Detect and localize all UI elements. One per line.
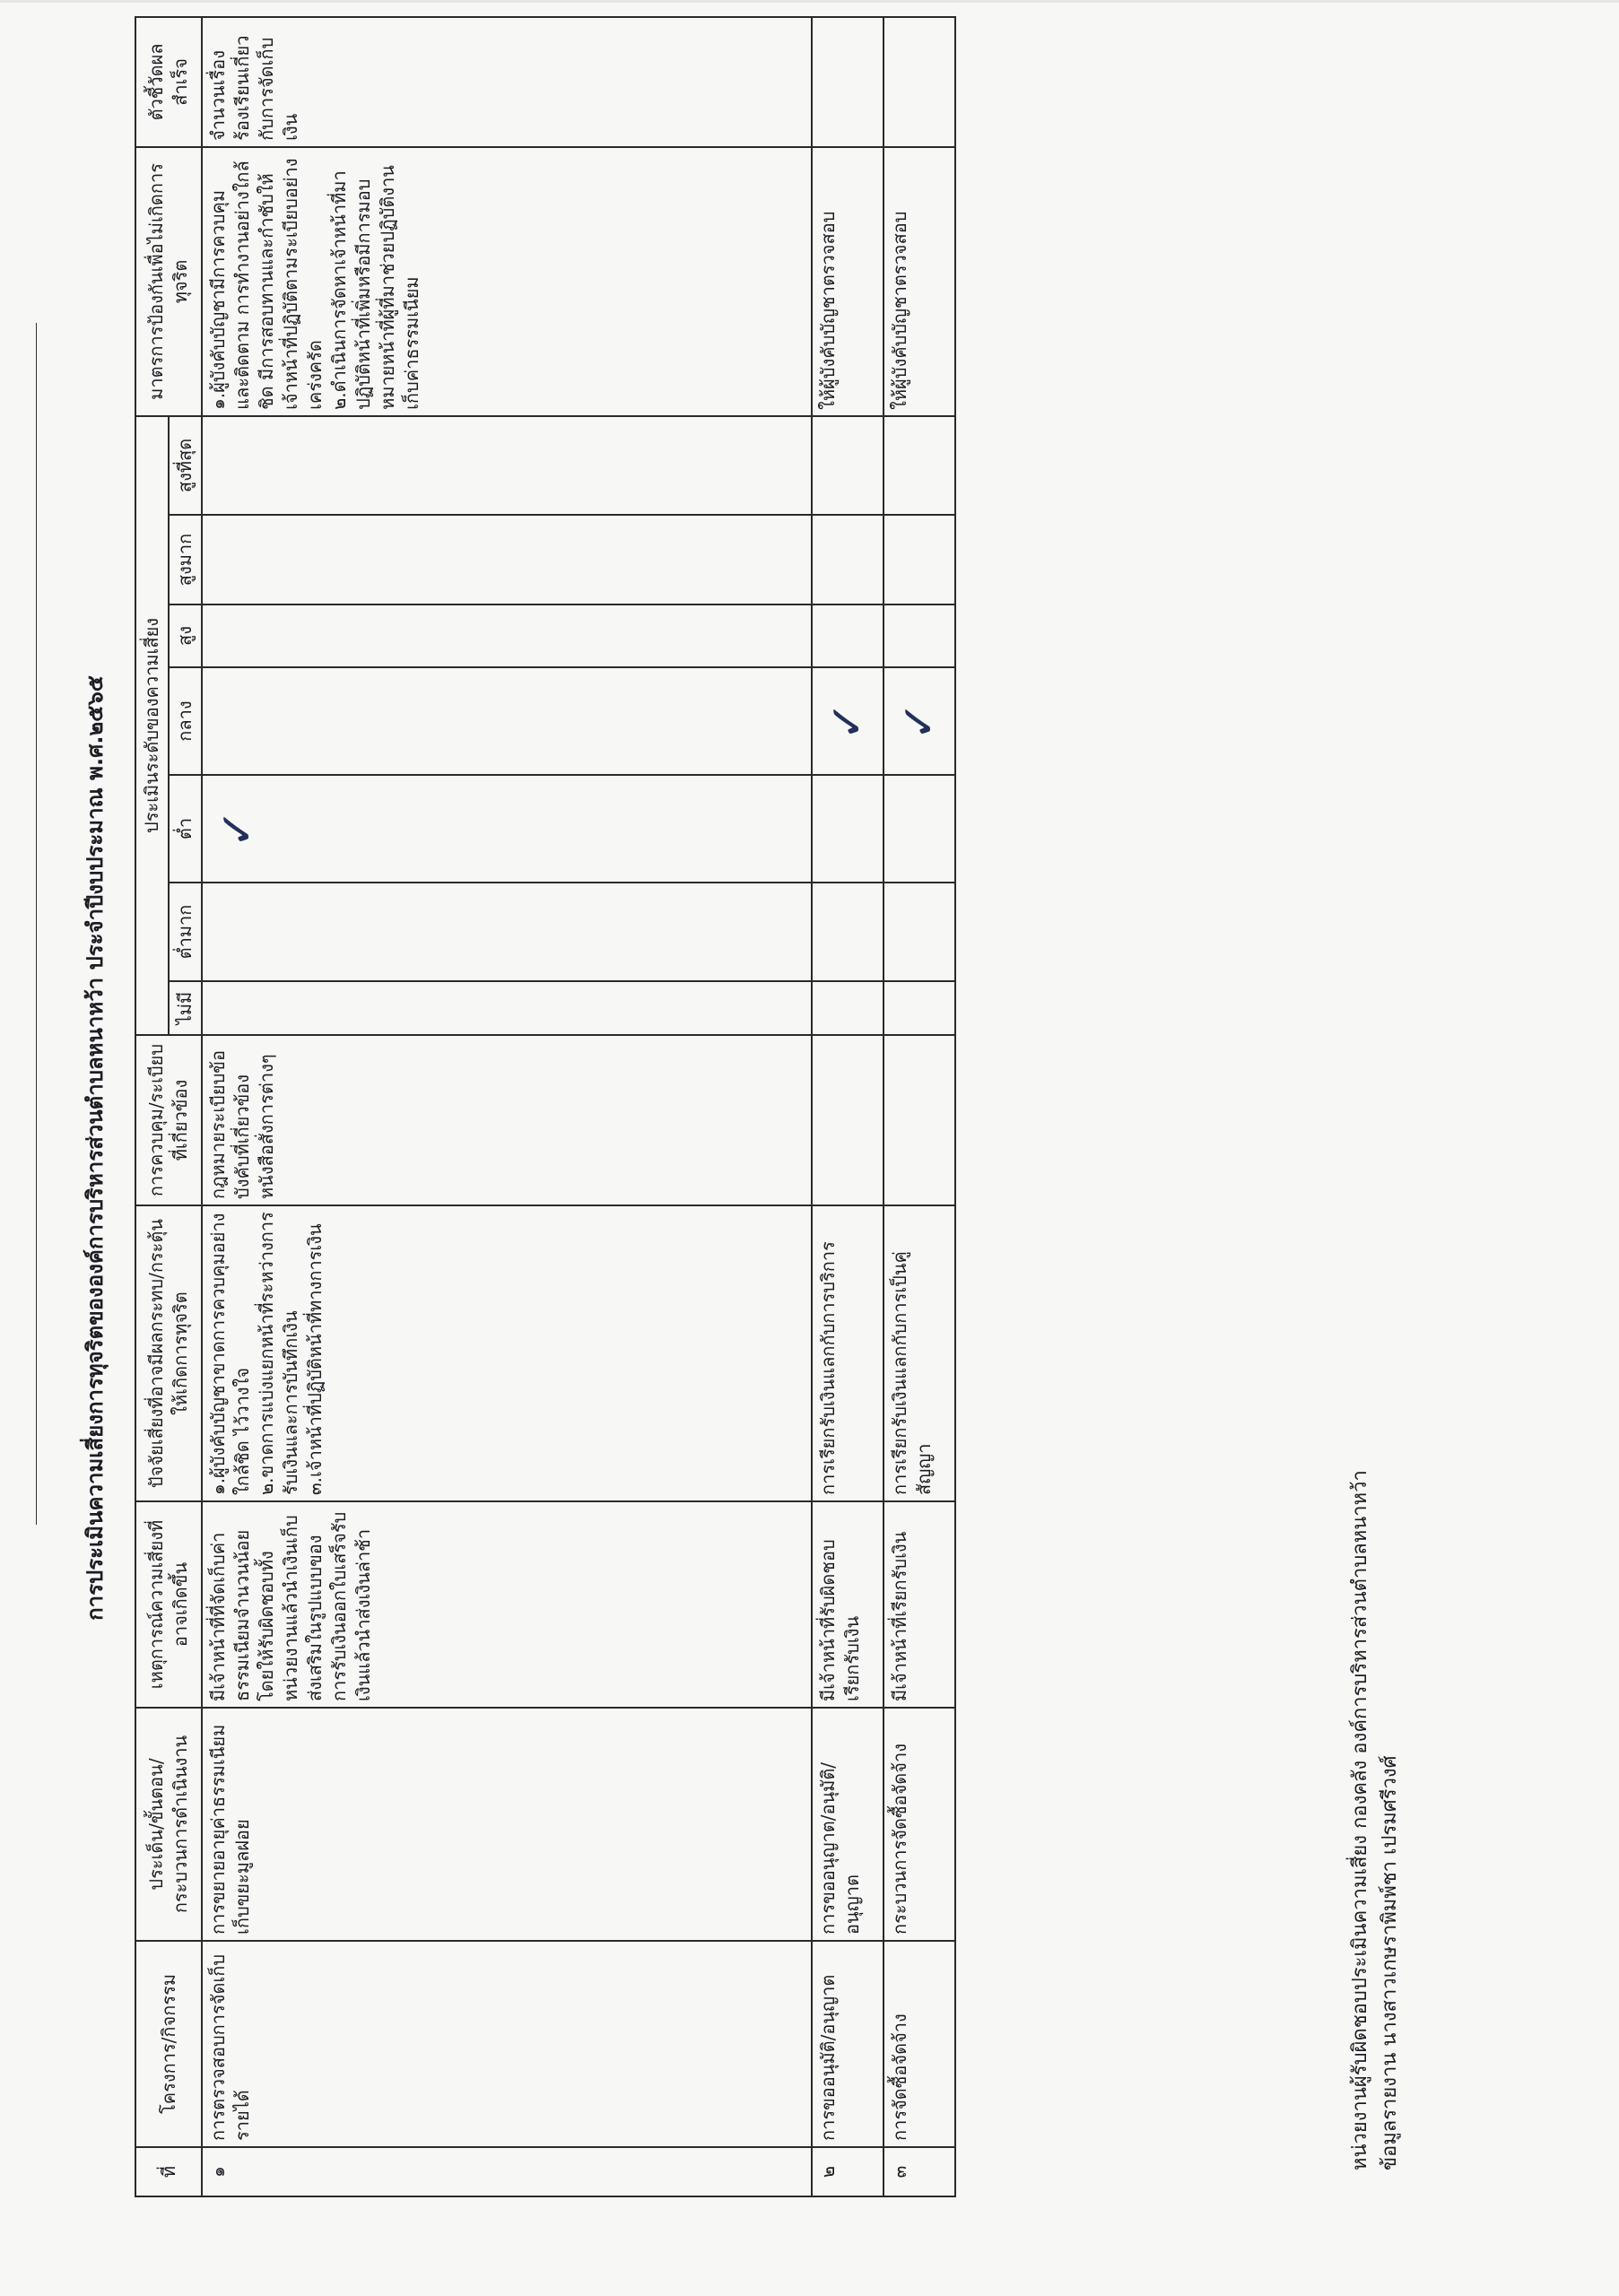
level-cell-high: [812, 604, 883, 667]
level-cell-medium: [202, 667, 812, 775]
row-no: ๑: [202, 2147, 812, 2196]
header-level-high: สูง: [169, 604, 202, 667]
header-level-group: ประเมินระดับของความเสี่ยง: [135, 416, 169, 1035]
row-measure: ๑.ผู้บังคับบัญชามีการควบคุม และติดตาม การทำงานอย่างใกล้ชิด มีการสอบทานและกำชับให้เจ้าหน้าที่ปฏิบัติตามระเบียบอย่างเคร่งครัด ๒.ดำเนินการจัดหาเจ้าหน้าที่มาปฏิบัติหน้าที่เพิ่มหรือมีการมอบหมายหน้าที่ผู้ที่มาช่วยปฏิบัติงานเก็บค่าธรรมเนียม: [202, 147, 812, 416]
row-issue: กระบวนการจัดซื้อจัดจ้าง: [883, 1708, 955, 1941]
level-cell-high: [883, 604, 955, 667]
footer-owner: หน่วยงานผู้รับผิดชอบประเมินความเสี่ยง กองคลัง องค์การบริหารส่วนตำบลหนาหว้า: [1349, 1470, 1371, 2170]
level-cell-very-low: [202, 883, 812, 981]
table-row: [202, 17, 812, 2196]
level-cell-very-high: [883, 515, 955, 604]
header-level-low: ต่ำ: [169, 775, 202, 883]
row-project: การตรวจสอบการจัดเก็บรายได้: [202, 1941, 812, 2147]
level-cell-medium-check-icon: ✓: [883, 667, 955, 775]
row-control: กฎหมายระเบียบข้อบังคับที่เกี่ยวข้องหนังสือสั่งการต่างๆ: [202, 1035, 812, 1205]
level-cell-highest: [202, 416, 812, 515]
level-cell-medium-check-icon: ✓: [812, 667, 883, 775]
row-no: ๓: [883, 2147, 955, 2196]
row-indicator: [883, 17, 955, 147]
level-cell-none: [883, 981, 955, 1035]
footer: [1345, 1470, 1405, 2170]
level-cell-very-high: [812, 515, 883, 604]
row-no: ๒: [812, 2147, 883, 2196]
row-control: [883, 1035, 955, 1205]
header-level-none: ไม่มี: [169, 981, 202, 1035]
row-measure: ให้ผู้บังคับบัญชาตรวจสอบ: [812, 147, 883, 416]
header-project: โครงการ/กิจกรรม: [135, 1941, 202, 2147]
row-control: [812, 1035, 883, 1205]
row-event: มีเจ้าหน้าที่เรียกรับเงิน: [883, 1501, 955, 1708]
header-no: ที่: [135, 2147, 202, 2196]
row-indicator: จำนวนเรื่องร้องเรียนเกี่ยวกับการจัดเก็บเงิน: [202, 17, 812, 147]
header-control: การควบคุม/ระเบียบที่เกี่ยวข้อง: [135, 1035, 202, 1205]
level-cell-none: [812, 981, 883, 1035]
level-cell-low: [883, 775, 955, 883]
row-factor: การเรียกรับเงินแลกกับการบริการ: [812, 1205, 883, 1501]
table-row: [883, 17, 955, 2196]
level-cell-none: [202, 981, 812, 1035]
risk-assessment-table: [135, 16, 956, 2197]
header-indicator: ตัวชี้วัดผลสำเร็จ: [135, 17, 202, 147]
row-issue: การขยายอายุค่าธรรมเนียมเก็บขยะมูลฝอย: [202, 1708, 812, 1941]
level-cell-very-high: [202, 515, 812, 604]
footer-reporter: ข้อมูลรายงาน นางสาวเกษราพิมพ์ชา เปรมศรีวงศ์: [1379, 1755, 1401, 2170]
row-indicator: [812, 17, 883, 147]
level-cell-very-low: [883, 883, 955, 981]
row-issue: การขออนุญาต/อนุมัติ/อนุญาต: [812, 1708, 883, 1941]
header-issue: ประเด็น/ขั้นตอน/กระบวนการดำเนินงาน: [135, 1708, 202, 1941]
row-event: มีเจ้าหน้าที่ที่จัดเก็บค่าธรรมเนียมจำนวนน้อย โดยให้รับผิดชอบทั้งหน่วยงานแล้วนำเงินเก็บส่งเสริมในรูปแบบของการรับเงินออกใบเสร็จรับเงินแล้วนำส่งเงินล่าช้า: [202, 1501, 812, 1708]
header-level-medium: กลาง: [169, 667, 202, 775]
level-cell-highest: [812, 416, 883, 515]
level-cell-very-low: [812, 883, 883, 981]
header-measure: มาตรการป้องกันเพื่อไม่เกิดการทุจริต: [135, 147, 202, 416]
row-project: การจัดซื้อจัดจ้าง: [883, 1941, 955, 2147]
header-level-very-high: สูงมาก: [169, 515, 202, 604]
row-factor: ๑.ผู้บังคับบัญชาขาดการควบคุมอย่างใกล้ชิด ไว้วางใจ ๒.ขาดการแบ่งแยกหน้าที่ระหว่างการรับเงินและการบันทึกเงิน ๓.เจ้าหน้าที่ปฏิบัติหน้าที่ทางการเงิน: [202, 1205, 812, 1501]
header-factor: ปัจจัยเสี่ยงที่อาจมีผลกระทบ/กระตุ้นให้เกิดการทุจริต: [135, 1205, 202, 1501]
row-project: การขออนุมัติ/อนุญาต: [812, 1941, 883, 2147]
row-event: มีเจ้าหน้าที่รับผิดชอบเรียกรับเงิน: [812, 1501, 883, 1708]
level-cell-low: [812, 775, 883, 883]
top-rule: [36, 323, 37, 1525]
header-level-very-low: ต่ำมาก: [169, 883, 202, 981]
level-cell-high: [202, 604, 812, 667]
header-level-highest: สูงที่สุด: [169, 416, 202, 515]
level-cell-highest: [883, 416, 955, 515]
document-title: การประเมินความเสี่ยงการทุจริตขององค์การบริหารส่วนตำบลหนาหว้า ประจำปีงบประมาณ พ.ศ.๒๕๖๕: [83, 675, 108, 1621]
table-row: [812, 17, 883, 2196]
level-cell-low-check-icon: ✓: [202, 775, 812, 883]
header-event: เหตุการณ์ความเสี่ยงที่อาจเกิดขึ้น: [135, 1501, 202, 1708]
row-measure: ให้ผู้บังคับบัญชาตรวจสอบ: [883, 147, 955, 416]
row-factor: การเรียกรับเงินแลกกับการเป็นคู่สัญญา: [883, 1205, 955, 1501]
header-row-1: [135, 17, 169, 2196]
